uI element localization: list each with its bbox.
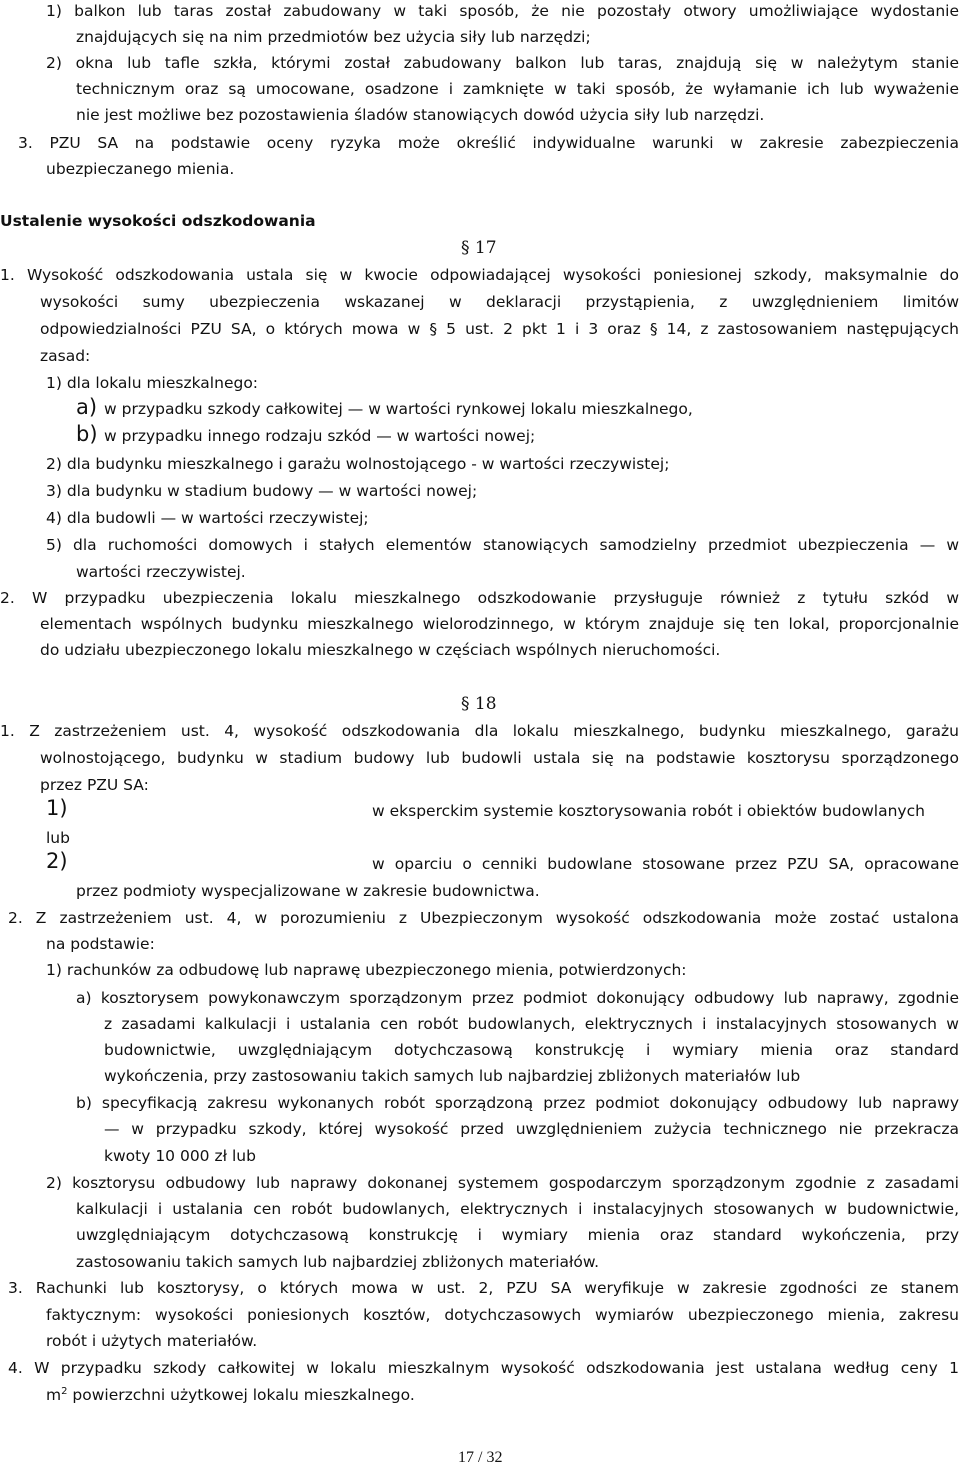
paragraph-line: — w przypadku szkody, której wysokość przed uwzględnieniem zużycia technicznego nie przekracza: [104, 1120, 959, 1138]
paragraph-line: 5) dla ruchomości domowych i stałych elementów stanowiących samodzielny przedmiot ubezpieczenia — w: [46, 536, 959, 554]
paragraph-line: 1. Wysokość odszkodowania ustala się w kwocie odpowiadającej wysokości poniesionej szkody, maksymalnie do: [0, 266, 959, 284]
paragraph-line: zastosowaniu takich samych lub najbardziej zbliżonych materiałów.: [76, 1253, 600, 1271]
paragraph-line: przez PZU SA:: [40, 776, 149, 794]
list-marker: b): [76, 422, 98, 446]
superscript: 2: [61, 1385, 68, 1397]
text-span: m: [46, 1386, 62, 1404]
paragraph-line: znajdujących się na nim przedmiotów bez użycia siły lub narzędzi;: [76, 28, 591, 46]
paragraph-line: wykończenia, przy zastosowaniu takich samych lub najbardziej zbliżonych materiałów lub: [104, 1067, 801, 1085]
paragraph-line: faktycznym: wysokości poniesionych kosztów, dotychczasowych wymiarów ubezpieczonego mienia, zakresu: [46, 1306, 959, 1324]
paragraph-line: lub: [46, 829, 70, 847]
paragraph-line: kalkulacji i ustalania cen robót budowlanych, elektrycznych i instalacyjnych stosowanych w budownictwie,: [76, 1200, 959, 1218]
paragraph-line: 1) rachunków za odbudowę lub naprawę ubezpieczonego mienia, potwierdzonych:: [46, 961, 687, 979]
paragraph-line: w przypadku innego rodzaju szkód — w wartości nowej;: [104, 427, 536, 445]
paragraph-line: elementach wspólnych budynku mieszkalnego wielorodzinnego, w którym znajduje się ten lokal, proporcjonalnie: [40, 615, 959, 633]
paragraph-line: przez podmioty wyspecjalizowane w zakresie budownictwa.: [76, 882, 540, 900]
section-number: § 18: [461, 694, 497, 714]
paragraph-line: 3. Rachunki lub kosztorysy, o których mowa w ust. 2, PZU SA weryfikuje w zakresie zgodności ze stanem: [8, 1279, 959, 1297]
paragraph-line: 1) balkon lub taras został zabudowany w taki sposób, że nie pozostały otwory umożliwiające wydostanie: [46, 2, 959, 20]
paragraph-line: b) specyfikacją zakresu wykonanych robót sporządzoną przez podmiot dokonujący odbudowy lub naprawy: [76, 1094, 959, 1112]
paragraph-line: do udziału ubezpieczonego lokalu mieszkalnego w częściach wspólnych nieruchomości.: [40, 641, 721, 659]
paragraph-line: 2) okna lub tafle szkła, którymi został zabudowany balkon lub taras, znajdują się w należytym stanie: [46, 54, 959, 72]
paragraph-line: w eksperckim systemie kosztorysowania robót i obiektów budowlanych: [372, 802, 925, 820]
paragraph-line: 2. Z zastrzeżeniem ust. 4, w porozumieniu z Ubezpieczonym wysokość odszkodowania może zostać ustalona: [8, 909, 959, 927]
paragraph-line: w oparciu o cenniki budowlane stosowane przez PZU SA, opracowane: [372, 855, 959, 873]
paragraph-line: nie jest możliwe bez pozostawienia śladów stanowiących dowód użycia siły lub narzędzi.: [76, 106, 765, 124]
list-marker: 2): [46, 849, 68, 873]
paragraph-line: 2) kosztorysu odbudowy lub naprawy dokonanej systemem gospodarczym sporządzonym zgodnie z zasadami: [46, 1174, 959, 1192]
paragraph-line: odpowiedzialności PZU SA, o których mowa w § 5 ust. 2 pkt 1 i 3 oraz § 14, z zastosowaniem następujących: [40, 320, 959, 338]
paragraph-line: budownictwie, uwzględniającym dotychczasową konstrukcję i wymiary mienia oraz standard: [104, 1041, 959, 1059]
paragraph-line: uwzględniającym dotychczasową konstrukcję i wymiary mienia oraz standard wykończenia, przy: [76, 1226, 959, 1244]
paragraph-line: 3) dla budynku w stadium budowy — w wartości nowej;: [46, 482, 478, 500]
paragraph-line: 2. W przypadku ubezpieczenia lokalu mieszkalnego odszkodowanie przysługuje również z tytułu szkód w: [0, 589, 959, 607]
paragraph-line: 4) dla budowli — w wartości rzeczywistej;: [46, 509, 369, 527]
text-span: powierzchni użytkowej lokalu mieszkalnego.: [67, 1386, 415, 1404]
paragraph-line: zasad:: [40, 347, 91, 365]
paragraph-line: wartości rzeczywistej.: [76, 563, 246, 581]
paragraph-line: wolnostojącego, budynku w stadium budowy lub budowli ustala się na podstawie kosztorysu sporządzonego: [40, 749, 959, 767]
page-number: 17 / 32: [458, 1449, 503, 1466]
list-marker: 1): [46, 796, 68, 820]
paragraph-line: 1. Z zastrzeżeniem ust. 4, wysokość odszkodowania dla lokalu mieszkalnego, budynku mieszkalnego, garażu: [0, 722, 959, 740]
paragraph-line: z zasadami kalkulacji i ustalania cen robót budowlanych, elektrycznych i instalacyjnych stosowanych w: [104, 1015, 959, 1033]
paragraph-line-last: [46, 1385, 415, 1405]
section-number: § 17: [461, 238, 497, 258]
paragraph-line: technicznym oraz są umocowane, osadzone i zamknięte w taki sposób, że wyłamanie ich lub wyważenie: [76, 80, 959, 98]
paragraph-line: a) kosztorysem powykonawczym sporządzonym przez podmiot dokonujący odbudowy lub naprawy, zgodnie: [76, 989, 959, 1007]
paragraph-line: w przypadku szkody całkowitej — w wartości rynkowej lokalu mieszkalnego,: [104, 400, 693, 418]
paragraph-line: 3. PZU SA na podstawie oceny ryzyka może określić indywidualne warunki w zakresie zabezpieczenia: [18, 134, 959, 152]
paragraph-line: na podstawie:: [46, 935, 155, 953]
list-marker: a): [76, 395, 98, 419]
section-heading: Ustalenie wysokości odszkodowania: [0, 212, 316, 230]
paragraph-line: 1) dla lokalu mieszkalnego:: [46, 374, 259, 392]
paragraph-line: robót i użytych materiałów.: [46, 1332, 258, 1350]
paragraph-line: kwoty 10 000 zł lub: [104, 1147, 256, 1165]
paragraph-line: 2) dla budynku mieszkalnego i garażu wolnostojącego - w wartości rzeczywistej;: [46, 455, 670, 473]
paragraph-line: ubezpieczanego mienia.: [46, 160, 235, 178]
paragraph-line: 4. W przypadku szkody całkowitej w lokalu mieszkalnym wysokość odszkodowania jest ustalana według ceny 1: [8, 1359, 959, 1377]
paragraph-line: wysokości sumy ubezpieczenia wskazanej w deklaracji przystąpienia, z uwzględnieniem limitów: [40, 293, 959, 311]
